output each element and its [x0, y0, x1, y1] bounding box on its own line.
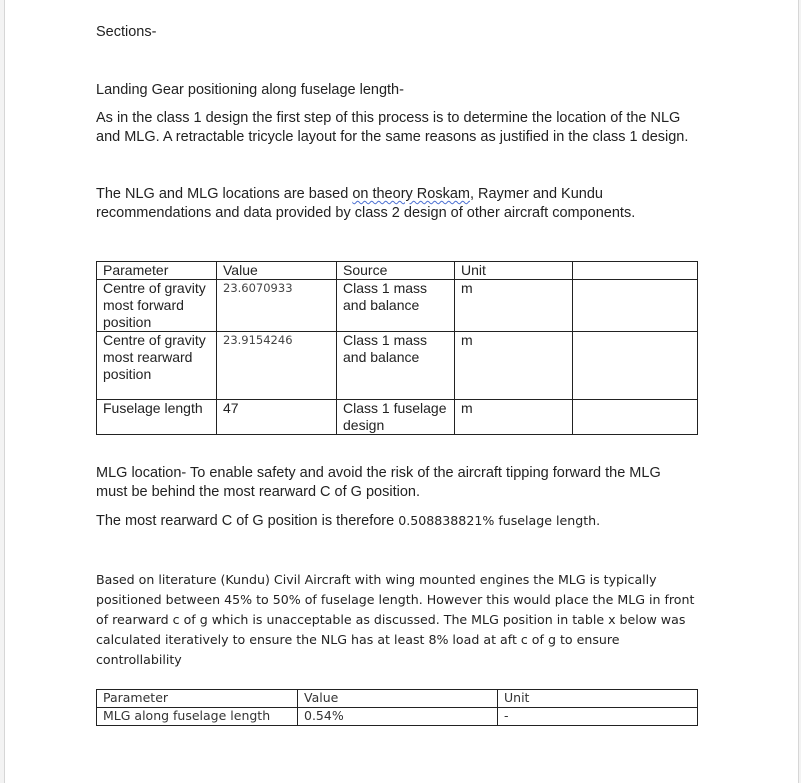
- header-value: Value: [298, 690, 498, 708]
- table-header-row: [97, 690, 698, 708]
- locations-text-start: The NLG and MLG locations are based: [96, 186, 353, 202]
- locations-text-end: , Raymer and Kundu recommendations and data provided by class 2 design of other aircraft components.: [96, 186, 636, 221]
- header-empty: [573, 262, 698, 280]
- rearward-cg-value: 0.508838821% fuselage length.: [398, 513, 601, 528]
- header-unit: Unit: [498, 690, 698, 708]
- parameter-cell: Centre of gravity most rearward position: [97, 332, 217, 400]
- header-source: Source: [337, 262, 455, 280]
- value-cell: 23.6070933: [217, 280, 337, 332]
- empty-cell: [573, 332, 698, 400]
- literature-paragraph: Based on literature (Kundu) Civil Aircraft with wing mounted engines the MLG is typically positioned between 45% to 50% of fuselage length. However this would place the MLG in front of rearward c of g which is unacceptable as discussed. The MLG position in table x below was calculated iteratively to ensure the NLG has at least 8% load at aft c of g to ensure controllability: [96, 572, 695, 667]
- source-cell: Class 1 mass and balance: [337, 332, 455, 400]
- mlg-position-table: [96, 689, 698, 726]
- spellcheck-underlined-text: on theory Roskam: [352, 186, 470, 202]
- header-parameter: Parameter: [97, 262, 217, 280]
- parameter-cell: Fuselage length: [97, 400, 217, 435]
- value-cell: 47: [217, 400, 337, 435]
- cg-parameters-table: [96, 261, 698, 435]
- header-parameter: Parameter: [97, 690, 298, 708]
- mlg-location-paragraph: MLG location- To enable safety and avoid the risk of the aircraft tipping forward the MLG must be behind the most rearward C of G position.: [96, 465, 661, 500]
- rearward-cg-text: The most rearward C of G position is therefore: [96, 513, 399, 529]
- intro-paragraph: As in the class 1 design the first step of this process is to determine the location of the NLG and MLG. A retractable tricycle layout for the same reasons as justified in the class 1 design.: [96, 110, 689, 145]
- table-row: [97, 708, 698, 726]
- rearward-cg-paragraph: [96, 511, 706, 531]
- header-value: Value: [217, 262, 337, 280]
- header-unit: Unit: [455, 262, 573, 280]
- table-row: [97, 400, 698, 435]
- unit-cell: m: [455, 332, 573, 400]
- source-cell: Class 1 mass and balance: [337, 280, 455, 332]
- value-cell: 0.54%: [298, 708, 498, 726]
- table-header-row: [97, 262, 698, 280]
- parameter-cell: Centre of gravity most forward position: [97, 280, 217, 332]
- empty-cell: [573, 280, 698, 332]
- value-cell: 23.9154246: [217, 332, 337, 400]
- sections-heading: Sections-: [96, 24, 157, 40]
- table-row: [97, 332, 698, 400]
- unit-cell: m: [455, 400, 573, 435]
- unit-cell: -: [498, 708, 698, 726]
- table-row: [97, 280, 698, 332]
- parameter-cell: MLG along fuselage length: [97, 708, 298, 726]
- unit-cell: m: [455, 280, 573, 332]
- source-cell: Class 1 fuselage design: [337, 400, 455, 435]
- locations-paragraph: [96, 185, 696, 223]
- landing-gear-heading: Landing Gear positioning along fuselage length-: [96, 82, 404, 98]
- empty-cell: [573, 400, 698, 435]
